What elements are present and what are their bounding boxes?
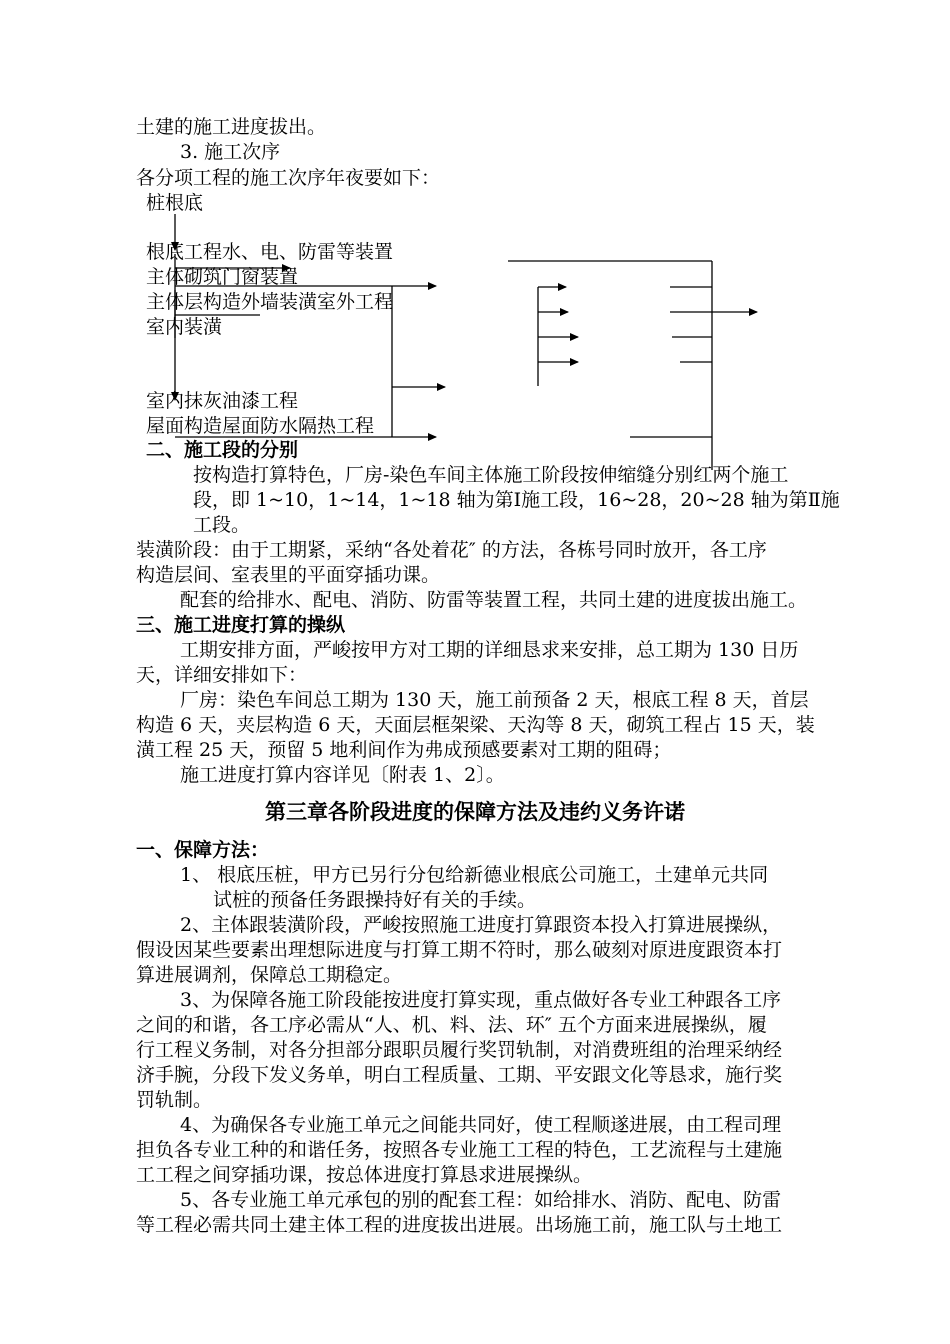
flow-connector-lines	[0, 0, 950, 480]
paragraph-line: 装潢阶段：由于工期紧，采纳“各处着花″ 的方法，各栋号同时放开，各工序	[136, 539, 767, 561]
list-item-line: 3、为保障各施工阶段能按进度打算实现，重点做好各专业工种跟各工序	[180, 989, 782, 1011]
list-item-line: 济手腕，分段下发义务单，明白工程质量、工期、平安跟文化等恳求，施行奖	[136, 1064, 783, 1086]
list-item-line: 假设因某些要素出理想际进度与打算工期不符时，那么破刻对原进度跟资本打	[136, 939, 783, 961]
list-item-line: 行工程义务制，对各分担部分跟职员履行奖罚轨制，对消费班组的治理采纳经	[136, 1039, 783, 1061]
section-heading-construction-sections: 二、施工段的分别	[146, 439, 299, 461]
list-item-line: 1、 根底压桩，甲方已另行分包给新德业根底公司施工，土建单元共同	[180, 864, 769, 886]
section-heading-schedule-control: 三、施工进度打算的操纵	[136, 614, 346, 636]
list-item-line: 试桩的预备任务跟操持好有关的手续。	[213, 889, 537, 911]
paragraph-line: 构造层间、室表里的平面穿插功课。	[136, 564, 441, 586]
section-heading-sequence: 3. 施工次序	[180, 141, 281, 163]
list-item-line: 罚轨制。	[136, 1089, 213, 1111]
section-heading-guarantee-measures: 一、保障方法：	[136, 839, 270, 861]
list-item-line: 之间的和谐，各工序必需从“人、机、料、法、环″ 五个方面来进展操纵，履	[136, 1014, 767, 1036]
list-item-line: 5、各专业施工单元承包的别的配套工程：如给排水、消防、配电、防雷	[180, 1189, 782, 1211]
list-item-line: 算进展调剂，保障总工期稳定。	[136, 964, 403, 986]
intro-line: 土建的施工进度拔出。	[136, 116, 327, 138]
flow-node-plaster-paint: 室内抹灰油漆工程	[146, 390, 299, 412]
list-item-line: 等工程必需共同土建主体工程的进度拔出进展。出场施工前，施工队与土地工	[136, 1214, 783, 1236]
list-item-line: 担负各专业工种的和谐任务，按照各专业施工工程的特色，工艺流程与土建施	[136, 1139, 783, 1161]
flow-node-pile-foundation: 桩根底	[146, 192, 204, 214]
paragraph-line: 天，详细安排如下：	[136, 664, 308, 686]
paragraph-line: 配套的给排水、配电、消防、防雷等装置工程，共同土建的进度拔出施工。	[180, 589, 808, 611]
list-item-line: 4、为确保各专业施工单元之间能共同好，使工程顺遂进展，由工程司理	[180, 1114, 782, 1136]
intro-line: 各分项工程的施工次序年夜要如下：	[136, 167, 441, 189]
list-item-line: 工工程之间穿插功课，按总体进度打算恳求进展操纵。	[136, 1164, 593, 1186]
chapter-title: 第三章各阶段进度的保障方法及违约义务许诺	[265, 799, 685, 824]
flow-node-main-structure: 主体层构造外墙装潢室外工程	[146, 291, 394, 313]
paragraph-line: 按构造打算特色，厂房-染色车间主体施工阶段按伸缩缝分别红两个施工	[193, 464, 789, 486]
flow-node-roof-works: 屋面构造屋面防水隔热工程	[146, 415, 375, 437]
paragraph-line: 构造 6 天，夹层构造 6 天，天面层框架梁、天沟等 8 天，砌筑工程占 15 天，装	[136, 714, 815, 736]
flow-node-interior-decoration: 室内装潢	[146, 316, 223, 338]
paragraph-line: 施工进度打算内容详见〔附表 1、2〕。	[180, 764, 505, 786]
paragraph-line: 潢工程 25 天，预留 5 地利间作为弗成预感要素对工期的阻碍；	[136, 739, 672, 761]
flow-node-masonry: 主体砌筑门窗装置	[146, 266, 299, 288]
paragraph-line: 工段。	[193, 514, 251, 536]
flow-node-foundation-works: 根底工程水、电、防雷等装置	[146, 241, 394, 263]
paragraph-line: 段，即 1~10，1~14，1~18 轴为第Ⅰ施工段，16~28，20~28 轴为第Ⅱ施	[193, 489, 840, 511]
paragraph-line: 工期安排方面，严峻按甲方对工期的详细恳求来安排，总工期为 130 日历	[180, 639, 799, 661]
paragraph-line: 厂房：染色车间总工期为 130 天，施工前预备 2 天，根底工程 8 天，首层	[180, 689, 809, 711]
list-item-line: 2、主体跟装潢阶段，严峻按照施工进度打算跟资本投入打算进展操纵，	[180, 914, 782, 936]
